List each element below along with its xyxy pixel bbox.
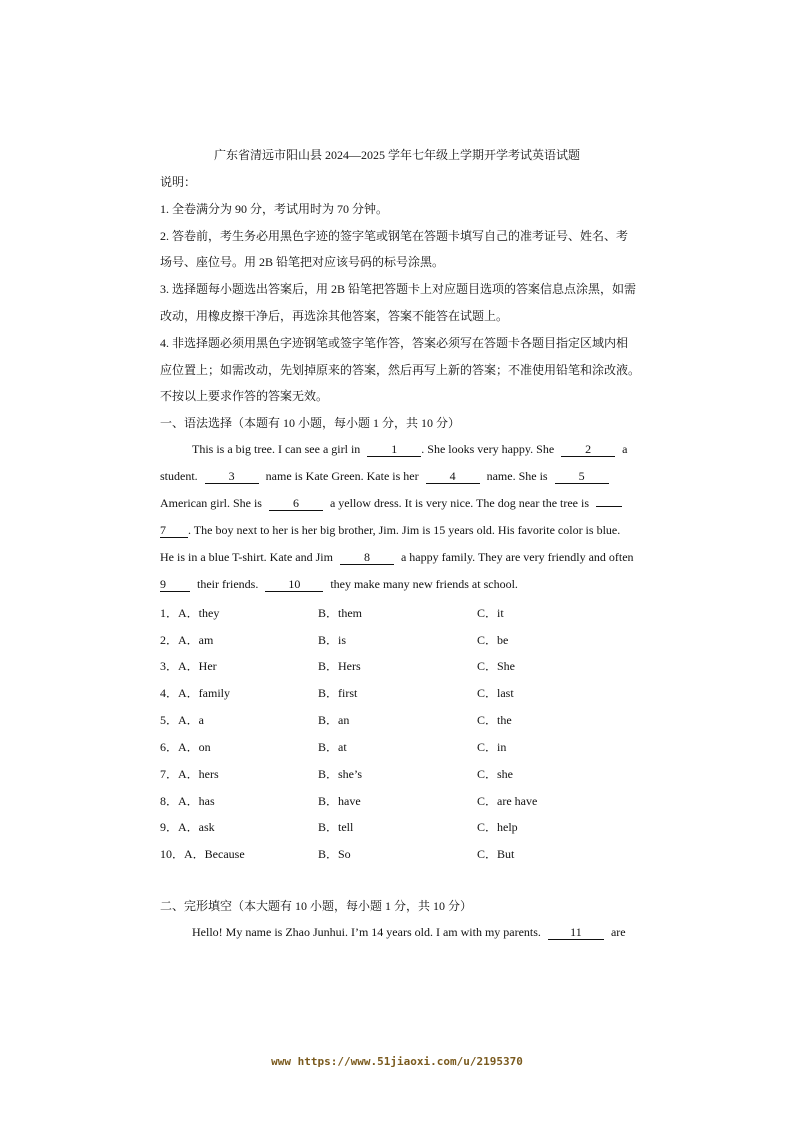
answer-blank: 9 xyxy=(160,578,190,592)
option-c: C．be xyxy=(477,633,509,647)
instruction-line: 应位置上；如需改动，先划掉原来的答案，然后再写上新的答案；不准使用铅笔和涂改液。 xyxy=(160,363,641,377)
option-a: 9．A．ask xyxy=(160,820,215,834)
passage-text: a yellow dress. It is very nice. The dog near the tree is xyxy=(329,496,590,510)
option-c: C．she xyxy=(477,767,514,781)
option-c: C．But xyxy=(477,847,515,861)
passage-text: their friends. xyxy=(197,577,259,591)
option-b: B．an xyxy=(318,713,350,727)
option-c: C．She xyxy=(477,659,516,673)
option-b: B．is xyxy=(318,633,347,647)
passage-text: American girl. She is xyxy=(160,496,262,510)
passage-text: a happy family. They are very friendly and often xyxy=(400,550,634,564)
passage-text: student. xyxy=(160,469,198,483)
passage-text: . The boy next to her is her big brother, Jim. Jim is 15 years old. His favorite color is blue. xyxy=(188,523,621,537)
answer-blank: 5 xyxy=(555,470,609,484)
instruction-line: 1. 全卷满分为 90 分，考试用时为 70 分钟。 xyxy=(160,202,389,216)
instruction-line: 3. 选择题每小题选出答案后，用 2B 铅笔把答题卡上对应题目选项的答案信息点涂黑，如需 xyxy=(160,282,637,296)
option-a: 2．A．am xyxy=(160,633,214,647)
answer-blank: 8 xyxy=(340,551,394,565)
option-c: C．help xyxy=(477,820,518,834)
instruction-line: 4. 非选择题必须用黑色字迹钢笔或签字笔作答，答案必须写在答题卡各题目指定区域内相 xyxy=(160,336,629,350)
instructions-heading: 说明： xyxy=(160,175,197,189)
option-b: B．first xyxy=(318,686,358,700)
option-b: B．have xyxy=(318,794,361,808)
option-b: B．tell xyxy=(318,820,354,834)
passage-text: name is Kate Green. Kate is her xyxy=(265,469,419,483)
instruction-line: 改动，用橡皮擦干净后，再选涂其他答案，答案不能答在试题上。 xyxy=(160,309,509,323)
answer-blank: 1 xyxy=(367,443,421,457)
option-a: 8．A．has xyxy=(160,794,215,808)
answer-blank: 6 xyxy=(269,497,323,511)
page-title: 广东省清远市阳山县 2024—2025 学年七年级上学期开学考试英语试题 xyxy=(213,148,580,162)
answer-blank-tail xyxy=(596,506,622,507)
option-b: B．Hers xyxy=(318,659,361,673)
passage-text: are xyxy=(610,925,626,939)
option-c: C．last xyxy=(477,686,514,700)
passage-text: Hello! My name is Zhao Junhui. I’m 14 years old. I am with my parents. xyxy=(192,925,541,939)
option-b: B．them xyxy=(318,606,362,620)
passage-text: This is a big tree. I can see a girl in xyxy=(192,442,361,456)
option-c: C．it xyxy=(477,606,504,620)
option-c: C．the xyxy=(477,713,512,727)
passage-text: they make many new friends at school. xyxy=(330,577,518,591)
option-a: 7．A．hers xyxy=(160,767,219,781)
passage-text: a xyxy=(622,442,628,456)
instruction-line: 不按以上要求作答的答案无效。 xyxy=(160,389,329,403)
passage-line xyxy=(160,496,622,511)
option-b: B．So xyxy=(318,847,351,861)
section-heading: 一、语法选择（本题有 10 小题，每小题 1 分，共 10 分） xyxy=(160,416,461,430)
passage-line xyxy=(192,442,627,457)
source-url-link[interactable]: www https://www.51jiaoxi.com/u/2195370 xyxy=(271,1055,523,1068)
option-b: B．she’s xyxy=(318,767,363,781)
section-heading: 二、完形填空（本大题有 10 小题，每小题 1 分，共 10 分） xyxy=(160,899,473,913)
option-a: 4．A．family xyxy=(160,686,230,700)
instruction-line: 2. 答卷前，考生务必用黑色字迹的签字笔或钢笔在答题卡填写自己的准考证号、姓名、考 xyxy=(160,229,629,243)
answer-blank: 4 xyxy=(426,470,480,484)
option-c: C．in xyxy=(477,740,507,754)
option-c: C．are have xyxy=(477,794,538,808)
passage-line xyxy=(160,577,518,592)
answer-blank: 3 xyxy=(205,470,259,484)
instruction-line: 场号、座位号。用 2B 铅笔把对应该号码的标号涂黑。 xyxy=(160,255,445,269)
passage-text: . She looks very happy. She xyxy=(421,442,555,456)
option-a: 1．A．they xyxy=(160,606,220,620)
answer-blank: 11 xyxy=(548,926,604,940)
option-a: 3．A．Her xyxy=(160,659,217,673)
passage-line xyxy=(160,469,609,484)
option-a: 10．A．Because xyxy=(160,847,245,861)
option-b: B．at xyxy=(318,740,347,754)
passage-text: name. She is xyxy=(486,469,548,483)
passage-line xyxy=(160,550,634,565)
answer-blank: 7 xyxy=(160,524,188,538)
option-a: 5．A．a xyxy=(160,713,204,727)
passage-line xyxy=(160,523,620,538)
answer-blank: 2 xyxy=(561,443,615,457)
passage-text: He is in a blue T-shirt. Kate and Jim xyxy=(160,550,333,564)
passage-line xyxy=(192,925,626,940)
answer-blank: 10 xyxy=(265,578,323,592)
option-a: 6．A．on xyxy=(160,740,211,754)
